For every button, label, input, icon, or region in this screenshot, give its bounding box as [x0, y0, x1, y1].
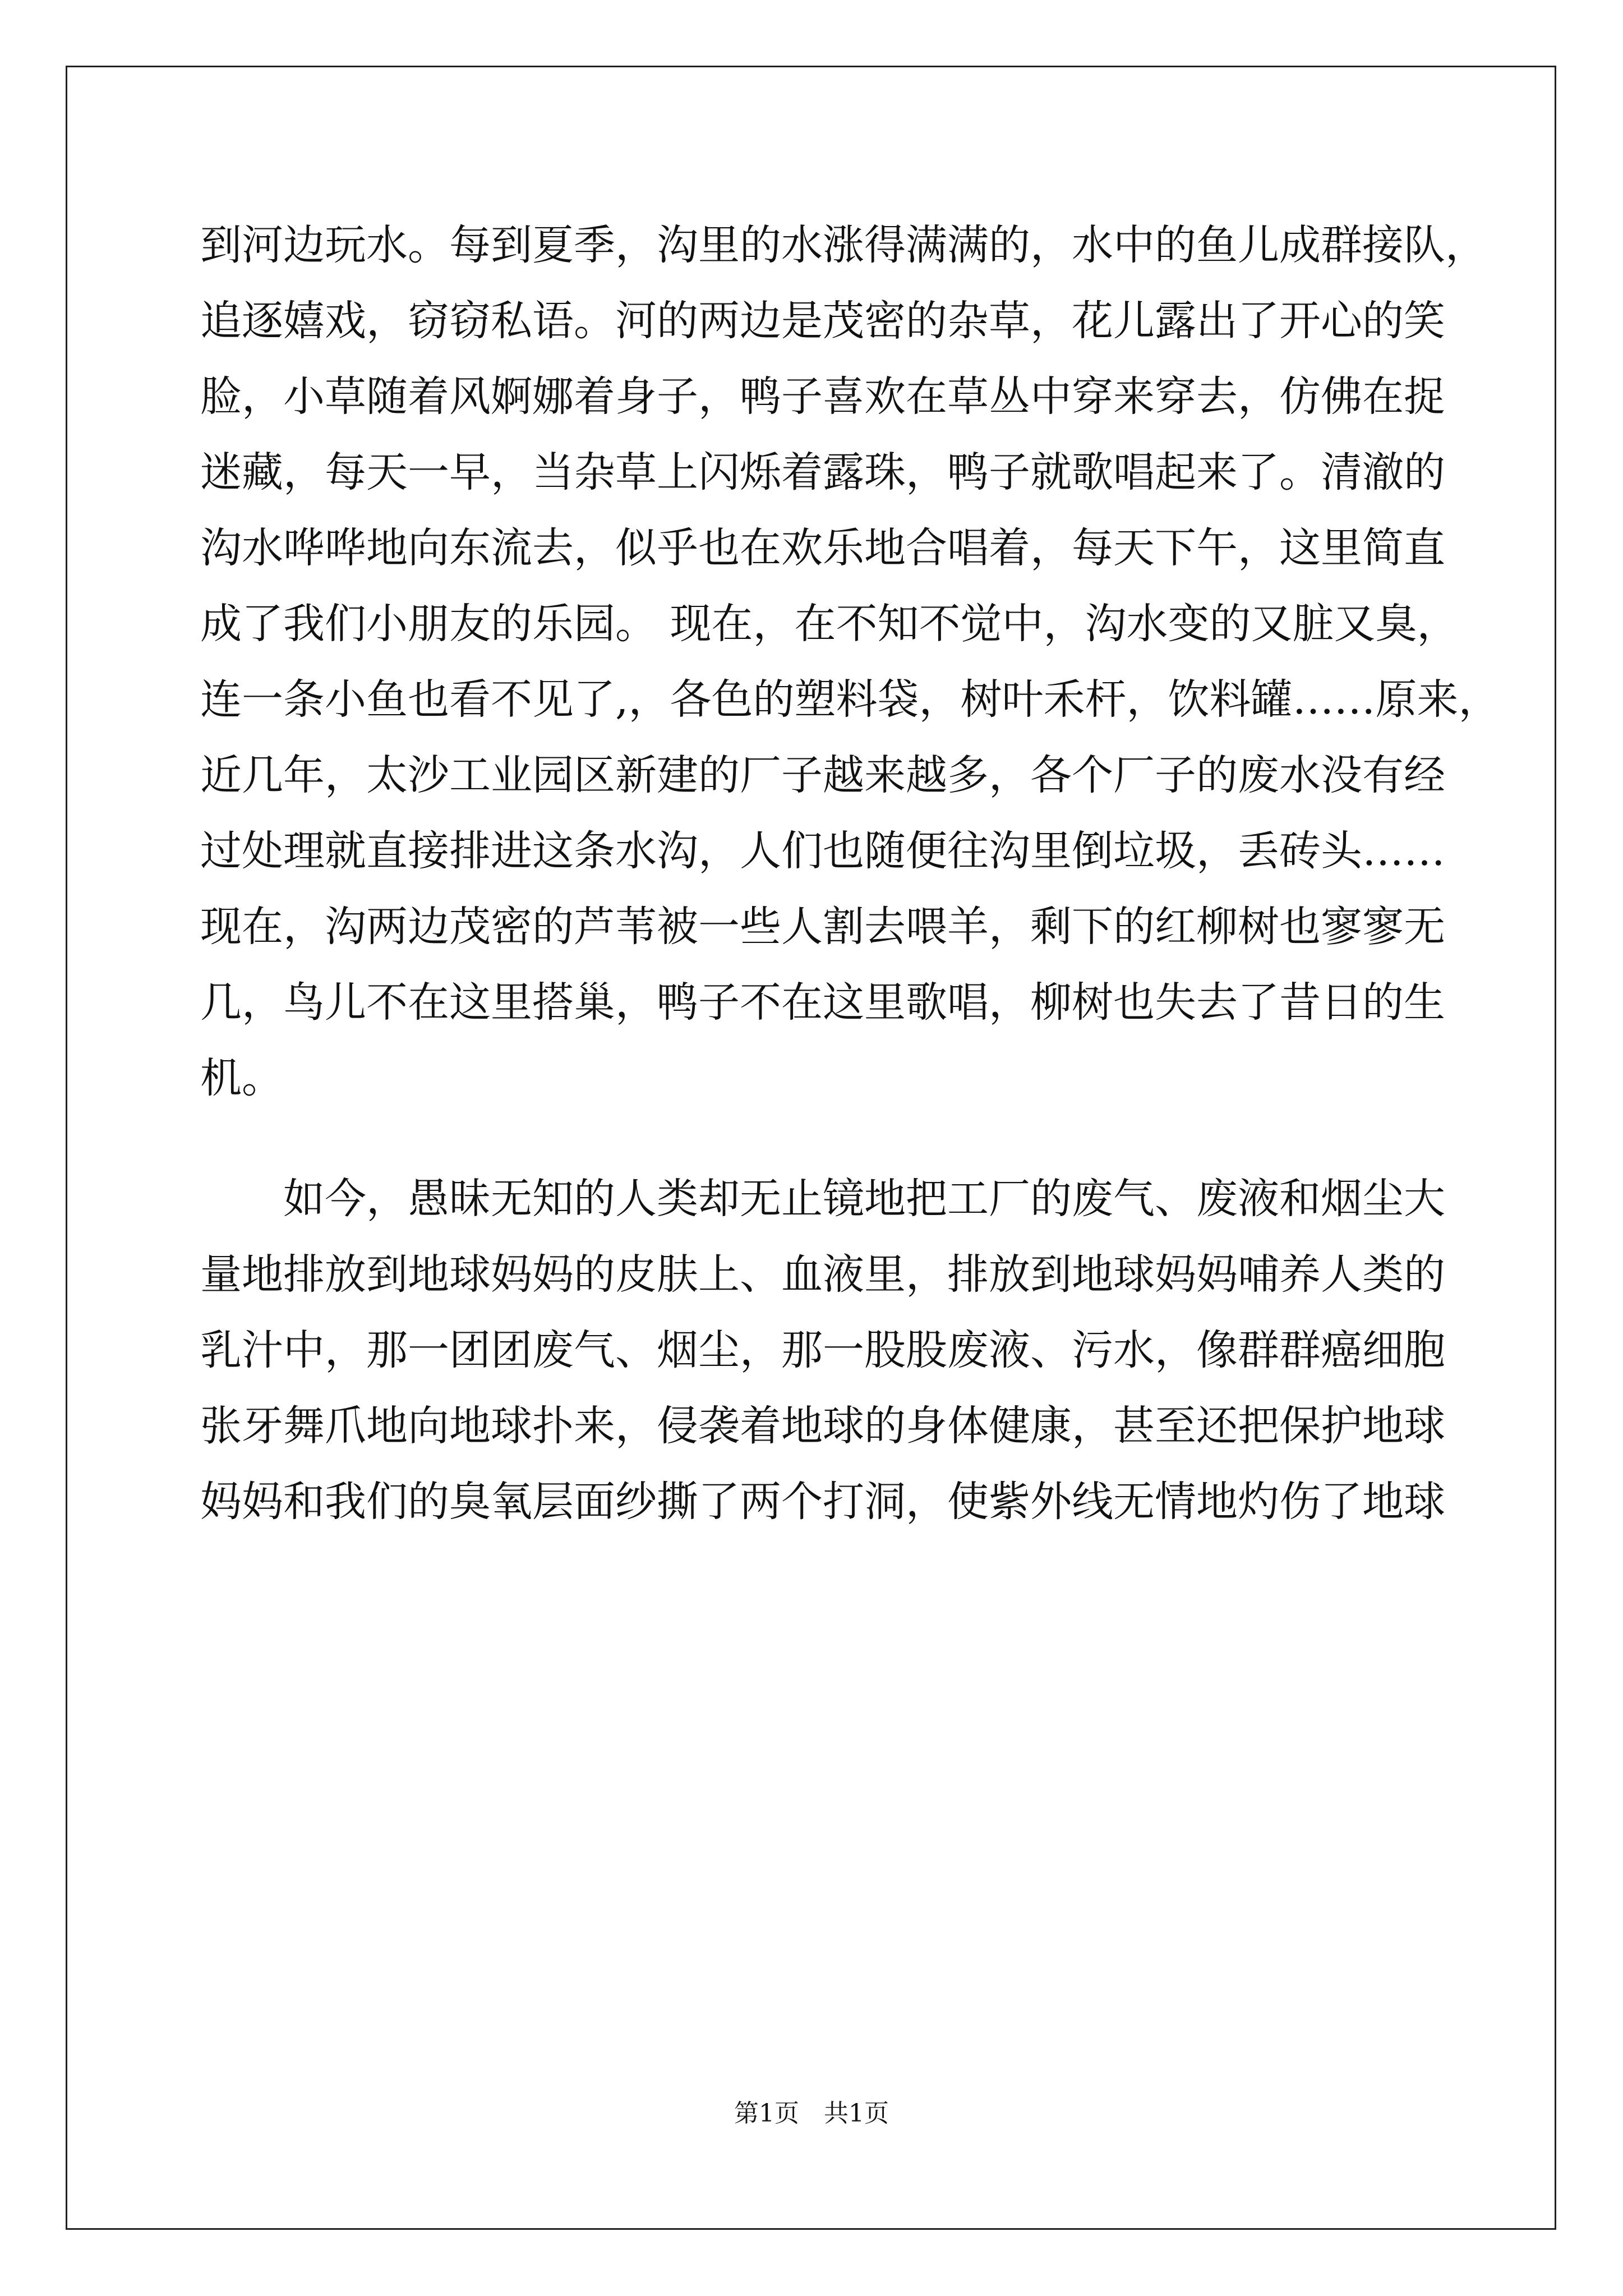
text-line: 现在，沟两边茂密的芦苇被一些人割去喂羊，剩下的红柳树也寥寥无: [200, 903, 1445, 951]
text-line: 迷藏，每天一早，当杂草上闪烁着露珠，鸭子就歌唱起来了。清澈的: [200, 448, 1445, 496]
text-line: 到河边玩水。每到夏季，沟里的水涨得满满的，水中的鱼儿成群接队，: [200, 221, 1487, 269]
paragraph-2: [200, 1161, 1445, 1540]
text-line: 如今，愚昧无知的人类却无止镜地把工厂的废气、废液和烟尘大: [200, 1175, 1445, 1223]
text-line: 机。: [200, 1054, 283, 1102]
text-line: 沟水哗哗地向东流去，似乎也在欢乐地合唱着，每天下午，这里简直: [200, 524, 1445, 572]
text-line: 连一条小鱼也看不见了,，各色的塑料袋，树叶禾杆，饮料罐……原来，: [200, 675, 1500, 724]
text-line: 追逐嬉戏，窃窃私语。河的两边是茂密的杂草，花儿露出了开心的笑: [200, 297, 1445, 345]
text-line: 张牙舞爪地向地球扑来，侵袭着地球的身体健康，甚至还把保护地球: [200, 1402, 1445, 1450]
document-body: [200, 208, 1500, 1540]
text-line: 乳汁中，那一团团废气、烟尘，那一股股废液、污水，像群群癌细胞: [200, 1326, 1445, 1374]
text-line: 近几年，太沙工业园区新建的厂子越来越多，各个厂子的废水没有经: [200, 751, 1445, 799]
paragraph-1: [200, 208, 1500, 1116]
paragraph-gap: [200, 1116, 1434, 1161]
text-line: 量地排放到地球妈妈的皮肤上、血液里，排放到地球妈妈哺养人类的: [200, 1250, 1445, 1299]
text-line: 过处理就直接排进这条水沟，人们也随便往沟里倒垃圾，丢砖头……: [200, 827, 1445, 875]
text-line: 妈妈和我们的臭氧层面纱撕了两个打洞，使紫外线无情地灼伤了地球: [200, 1478, 1445, 1526]
text-line: 脸，小草随着风婀娜着身子，鸭子喜欢在草丛中穿来穿去，仿佛在捉: [200, 372, 1445, 421]
text-line: 成了我们小朋友的乐园。 现在，在不知不觉中，沟水变的又脏又臭，: [200, 600, 1459, 648]
page-footer: 第1页 共1页: [734, 2099, 889, 2128]
text-line: 几，鸟儿不在这里搭巢，鸭子不在这里歌唱，柳树也失去了昔日的生: [200, 978, 1445, 1027]
